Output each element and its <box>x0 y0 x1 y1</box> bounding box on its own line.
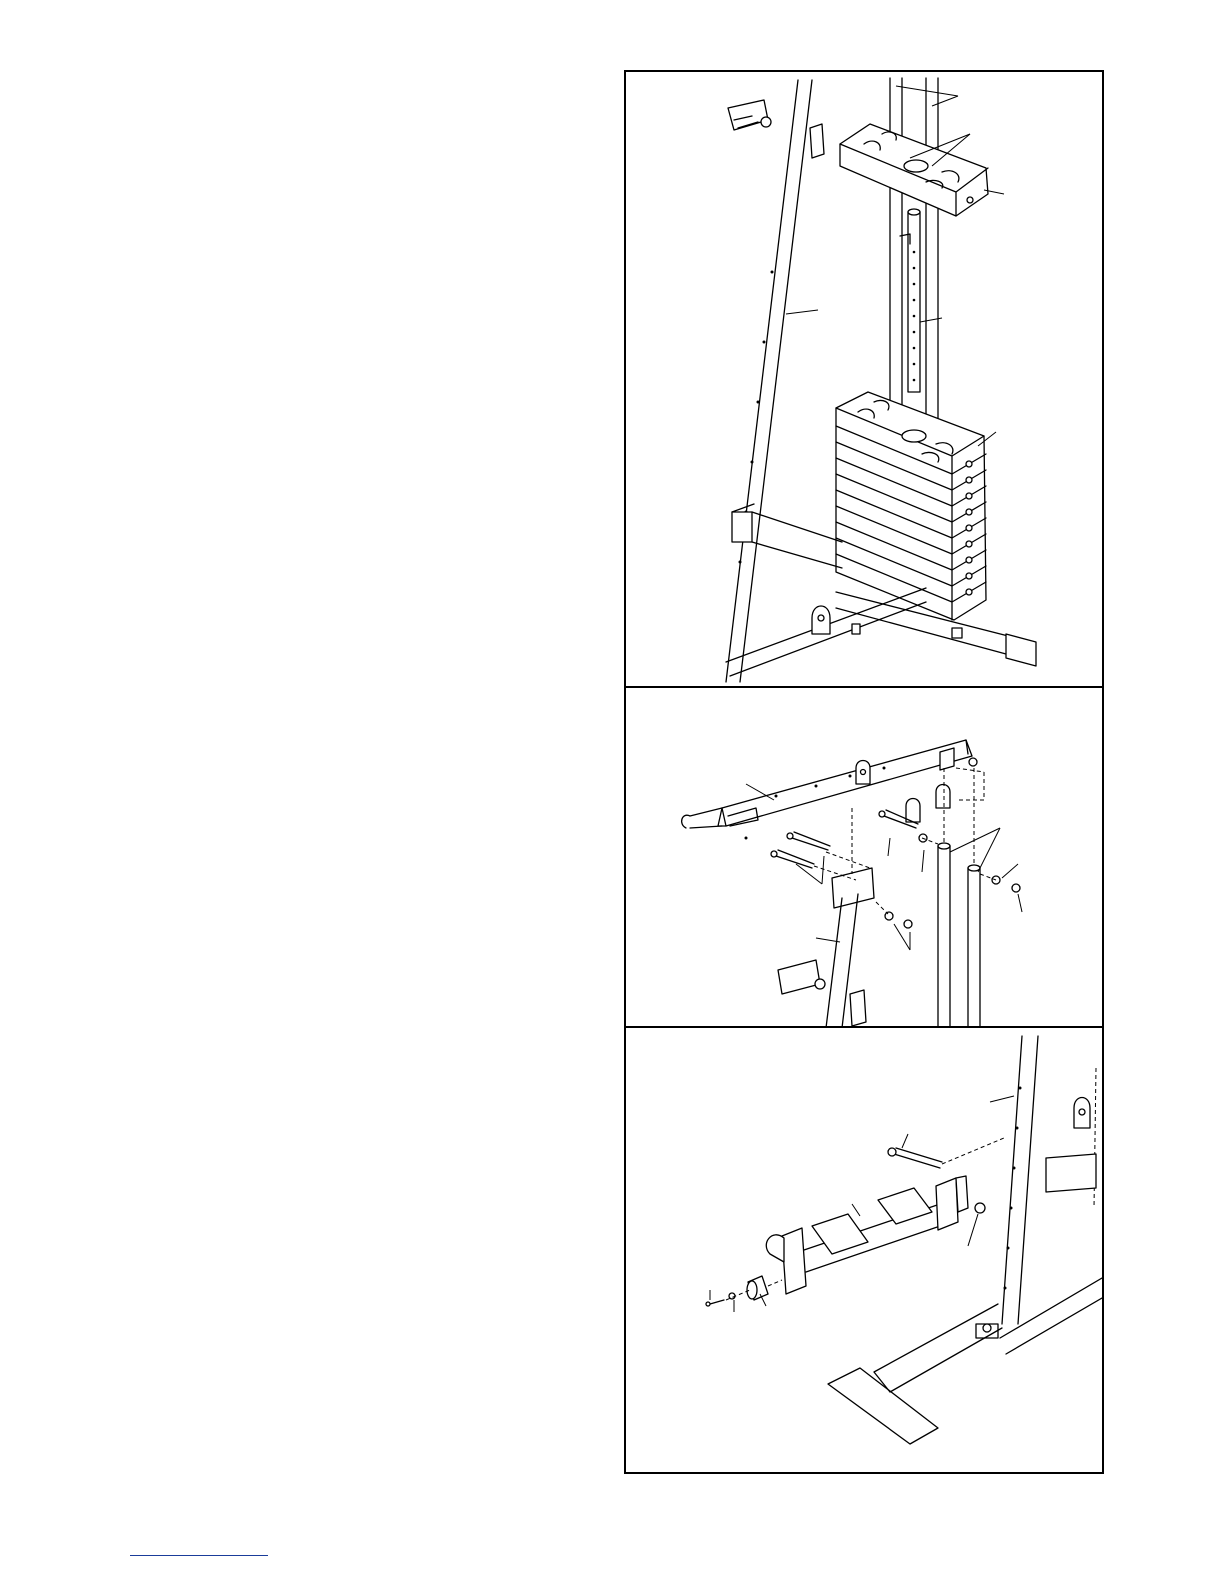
upright-top-bracket <box>778 868 874 1028</box>
selector-bar <box>900 209 920 392</box>
upper-frame-drawing <box>626 688 1104 1028</box>
guide-rod-tops <box>938 843 980 1028</box>
weight-stack-drawing <box>626 72 1104 688</box>
lower-crossbar <box>766 1176 985 1294</box>
pulley-hardware <box>706 1276 768 1306</box>
base-tube <box>976 1098 1102 1355</box>
assembly-figure-upper-frame <box>624 686 1104 1028</box>
weight-plate-stack <box>836 392 986 620</box>
alignment-lines <box>726 1138 1004 1300</box>
footer-rule <box>130 1555 268 1556</box>
upright-frame <box>726 80 812 682</box>
lower-frame-drawing <box>626 1028 1104 1474</box>
upright-bracket <box>728 100 824 158</box>
bolts-and-nuts <box>771 810 1020 928</box>
upper-crossbar <box>682 740 977 840</box>
assembly-figure-lower-frame <box>624 1026 1104 1474</box>
bolt <box>888 1148 942 1168</box>
assembly-figure-weight-stack <box>624 70 1104 688</box>
